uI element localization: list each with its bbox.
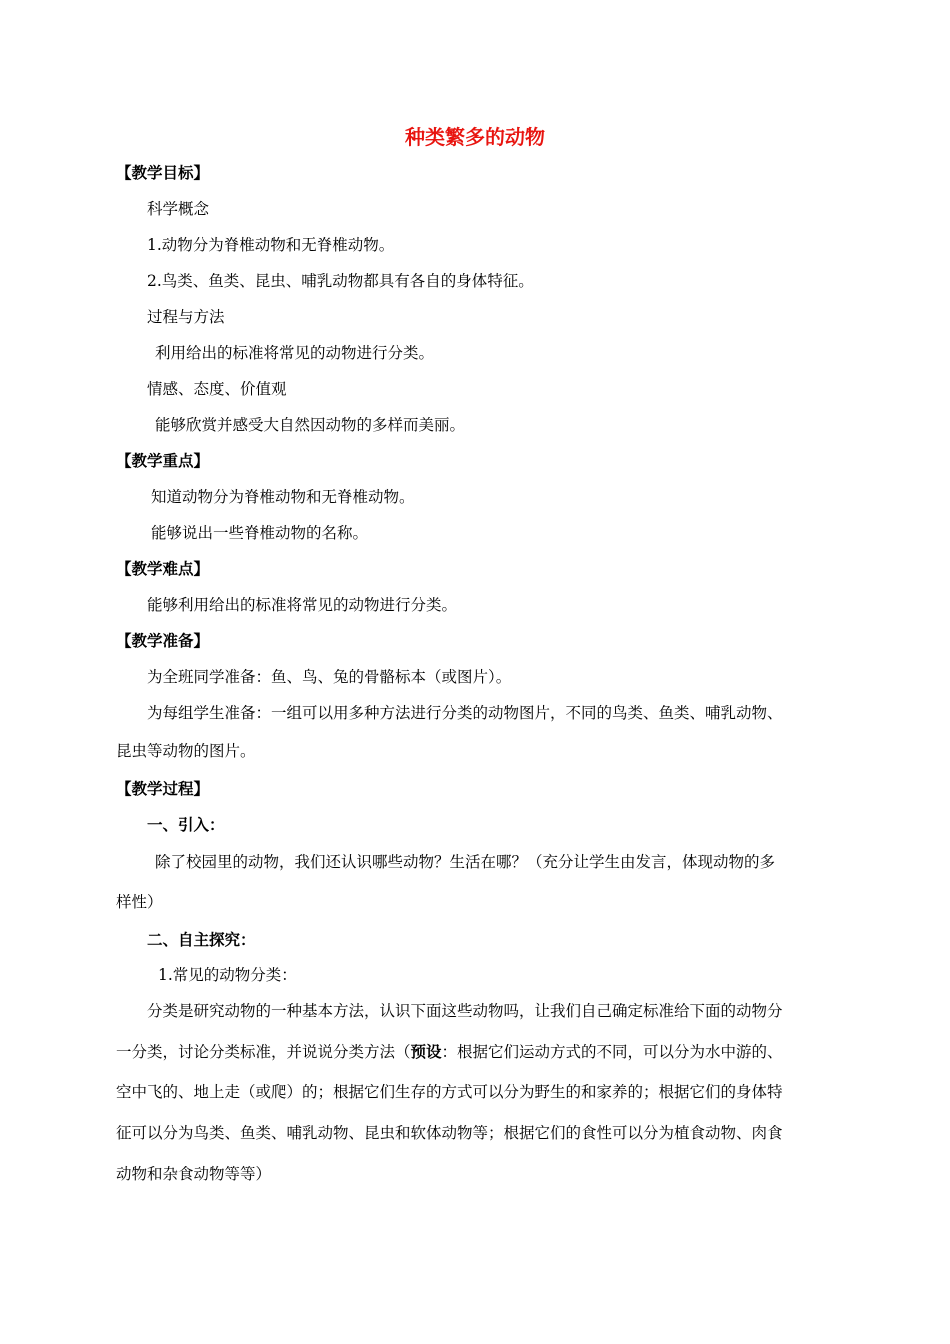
document-title: 种类繁多的动物: [405, 125, 545, 149]
explore-para-line-5: 动物和杂食动物等等）: [116, 1165, 272, 1183]
intro-text-b: 样性）: [116, 893, 163, 911]
emotion-label: 情感、态度、价值观: [147, 380, 287, 398]
explore-para-line-2-post: ：根据它们运动方式的不同，可以分为水中游的、: [441, 1043, 783, 1061]
preset-label: 预设: [410, 1042, 442, 1061]
explore-para-line-1: 分类是研究动物的一种基本方法，认识下面这些动物吗，让我们自己确定标准给下面的动物分: [147, 1002, 783, 1020]
key-points-heading: 【教学重点】: [116, 451, 210, 470]
explore-subheading: 1.常见的动物分类：: [158, 966, 297, 984]
intro-text-a: 除了校园里的动物，我们还认识哪些动物？生活在哪？（充分让学生由发言，体现动物的多: [155, 853, 776, 871]
preparation-line-2b: 昆虫等动物的图片。: [116, 742, 256, 760]
explore-para-line-2-pre: 一分类，讨论分类标准，并说说分类方法（: [116, 1043, 411, 1061]
preparation-line-2a: 为每组学生准备：一组可以用多种方法进行分类的动物图片，不同的鸟类、鱼类、哺乳动物、: [147, 704, 783, 722]
intro-heading: 一、引入：: [147, 815, 225, 834]
concept-label: 科学概念: [147, 200, 210, 218]
difficulties-heading: 【教学难点】: [116, 559, 210, 578]
process-label: 过程与方法: [147, 308, 225, 326]
explore-heading: 二、自主探究：: [147, 930, 256, 949]
process-text: 利用给出的标准将常见的动物进行分类。: [155, 344, 435, 362]
explore-para-line-4: 征可以分为鸟类、鱼类、哺乳动物、昆虫和软体动物等；根据它们的食性可以分为植食动物、肉食: [116, 1124, 783, 1142]
objectives-heading: 【教学目标】: [116, 163, 210, 182]
concept-item-2: 2.鸟类、鱼类、昆虫、哺乳动物都具有各自的身体特征。: [147, 272, 534, 290]
key-point-1: 知道动物分为脊椎动物和无脊椎动物。: [151, 488, 415, 506]
process-heading: 【教学过程】: [116, 779, 210, 798]
key-point-2: 能够说出一些脊椎动物的名称。: [151, 524, 369, 542]
emotion-text: 能够欣赏并感受大自然因动物的多样而美丽。: [155, 416, 466, 434]
explore-para-line-3: 空中飞的、地上走（或爬）的；根据它们生存的方式可以分为野生的和家养的；根据它们的身体特: [116, 1083, 783, 1101]
explore-para-line-2: [116, 1041, 783, 1063]
difficulty-1: 能够利用给出的标准将常见的动物进行分类。: [147, 596, 458, 614]
concept-item-1: 1.动物分为脊椎动物和无脊椎动物。: [147, 236, 395, 254]
preparation-line-1: 为全班同学准备：鱼、鸟、兔的骨骼标本（或图片）。: [147, 668, 512, 686]
preparation-heading: 【教学准备】: [116, 631, 210, 650]
